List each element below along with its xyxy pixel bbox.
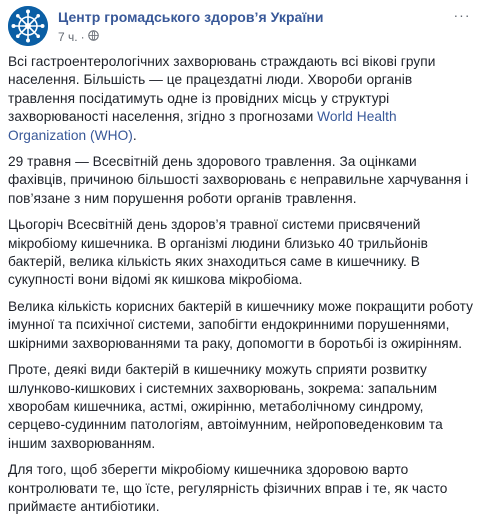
post-paragraph-6: Для того, щоб зберегти мікробіому кишечника здоровою варто контролювати те, що їсте, регулярність фізичних вправ і те, як часто приймаєте антибіотики. xyxy=(8,462,448,514)
post-paragraph-4: Велика кількість корисних бактерій в кишечнику може покращити роботу імунної та психічної системи, запобігти ендокринними порушеннями, шкірними захворюваннями та раку, допомогти в боротьбі із ожирінням. xyxy=(8,298,473,351)
page-avatar[interactable] xyxy=(8,6,48,46)
who-link[interactable]: World Health Organization (WHO) xyxy=(8,109,397,143)
paragraph-1-tail: . xyxy=(132,127,137,143)
page-name-link[interactable]: Центр громадського здоров’я України xyxy=(58,9,324,25)
meta-separator: · xyxy=(80,29,85,44)
post-paragraph-5: Проте, деякі види бактерій в кишечнику можуть сприяти розвитку шлунково-кишкових і системних захворювань, зокрема: запальним хворобам кишечника, астмі, ожирінню, метаболічному синдрому, серцево-судинним патологіям, автоімунним, нейроповеденковим та іншим захворюванням. xyxy=(8,362,443,451)
more-options-icon[interactable]: ··· xyxy=(453,7,471,23)
post-paragraph-1 xyxy=(8,53,476,145)
post-header xyxy=(8,6,476,48)
post-meta xyxy=(58,29,99,44)
post-body xyxy=(8,53,476,524)
post-paragraph-2: 29 травня — Всесвітній день здорового травлення. За оцінками фахівців, причиною більшості захворювань є неправильне харчування і пов’язане з ним порушення роботи органів травлення. xyxy=(8,154,469,206)
globe-icon[interactable] xyxy=(88,30,99,44)
post-paragraph-3: Цьогоріч Всесвітній день здоров’я травної системи присвячений мікробіому кишечника. В організмі людини близько 40 трильйонів бактерій, велика кількість яких знаходиться саме в кишечнику. В сукупності вони відомі як кишкова мікробіома. xyxy=(8,217,428,288)
phc-logo xyxy=(8,6,48,46)
paragraph-1-text: Всі гастроентерологічних захворювань страждають всі вікові групи населення. Більшість — це працездатні люди. Хвороби органів травлення посідатимуть одне із провідних місць у структурі захворюваності населення, згідно з прогнозами xyxy=(8,54,436,125)
post-timestamp[interactable]: 7 ч. xyxy=(58,29,78,44)
